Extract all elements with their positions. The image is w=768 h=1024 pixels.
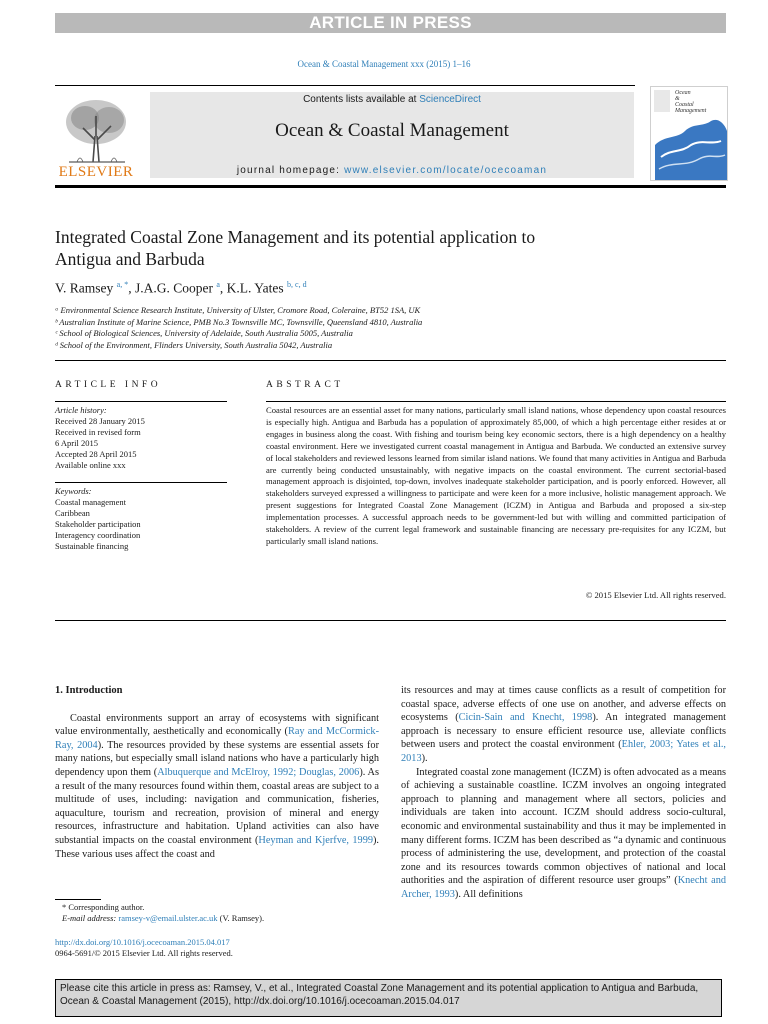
body-column-right <box>401 684 726 902</box>
cover-title-line: & <box>675 96 680 102</box>
body-text: ). All definitions <box>454 888 523 900</box>
keywords <box>55 486 230 552</box>
article-history <box>55 405 230 471</box>
body-paragraph <box>55 712 379 862</box>
footnote-divider <box>55 899 101 900</box>
author-name[interactable]: K.L. Yates <box>226 280 284 296</box>
divider <box>266 401 726 402</box>
affiliation: ᵇ Australian Institute of Marine Science, PMB No.3 Townsville MC, Townsville, Queensland 4810, Australia <box>55 316 423 327</box>
history-entry: Available online xxx <box>55 460 126 470</box>
author-name[interactable]: J.A.G. Cooper <box>134 280 213 296</box>
affiliation: ᵃ Environmental Science Research Institute, University of Ulster, Cromore Road, Coleraine, BT52 1SA, UK <box>55 305 421 315</box>
history-entry: Received in revised form <box>55 427 141 437</box>
issn-copyright: 0964-5691/© 2015 Elsevier Ltd. All rights reserved. <box>55 948 233 958</box>
body-text: Coastal environments support an array of ecosystems with significant value environmentally, aesthetically and economically ( <box>55 712 379 738</box>
history-entry: Accepted 28 April 2015 <box>55 449 137 459</box>
reference-link[interactable]: Ray and McCormick-Ray, 2004 <box>55 726 380 751</box>
email-link[interactable]: ramsey-v@email.ulster.ac.uk <box>118 913 218 923</box>
journal-citation-link[interactable]: Ocean & Coastal Management xxx (2015) 1–16 <box>297 59 471 69</box>
keyword: Caribbean <box>55 508 90 518</box>
footnote <box>62 902 382 924</box>
body-paragraph <box>401 766 726 902</box>
author-affiliation-mark[interactable]: a, * <box>116 280 129 289</box>
author-affiliation-mark[interactable]: b, c, d <box>287 280 307 289</box>
contents-prefix: Contents lists available at <box>303 94 420 105</box>
author-list: V. Ramsey $^{a, *}$, J.A.G. Cooper $^a$, K.L. Yates $^{b, c, d}$ <box>55 280 307 296</box>
journal-cover-thumbnail[interactable] <box>650 86 728 181</box>
abstract-body: Coastal resources are an essential asset for many nations, particularly small island nations, whose dependency upon coastal resources is especially high. Antigua and Barbuda has a population of approximately 85,000, of which a high percentage either resides at or engages in business along the coast. With fishing and tourism being key economic sectors, there is a high dependency on a healthy coastal environment. Here we investigated current coastal management in Antigua and Barbuda. We conducted an extensive survey of local stakeholders and reviewed lessons learned from similar island nations. We found that many activities in Antigua and Barbuda are currently being conducted unsustainably, with negative impacts on the coastal environment. The current sectorial-based management approach is disjointed, top-down, involves inadequate stakeholder participation, and is poorly enforced. However, all stakeholders surveyed expressed a willingness to participate and were keen for a more inclusive, holistic management approach. We present suggestions for Integrated Coastal Zone Management (ICZM) in Antigua and Barbuda and proposed a six-step implementation processes. A successful approach needs to be government-led but with willing and committed participation of stakeholders. A review of the current legal framework and sustainable financing are necessary pre-requisites for any ICZM, but particularly small island nations. <box>266 405 726 546</box>
abstract-copyright: © 2015 Elsevier Ltd. All rights reserved. <box>585 590 726 600</box>
cite-this-article-box <box>55 979 722 1017</box>
reference-link[interactable]: Albuquerque and McElroy, 1992; Douglas, 2006 <box>157 766 360 778</box>
article-title-line: Integrated Coastal Zone Management and its potential application to <box>55 227 536 247</box>
reference-link[interactable]: Heyman and Kjerfve, 1999 <box>258 834 373 846</box>
divider <box>55 401 227 402</box>
body-text: its resources and may at times cause conflicts as a result of competition for coastal space, adverse effects of one use on another, and adverse effects on ecosystems ( <box>401 685 726 724</box>
article-in-press-banner: ARTICLE IN PRESS <box>55 13 726 33</box>
author-affiliation-mark[interactable]: a <box>216 280 220 289</box>
homepage-prefix: journal homepage: <box>236 165 345 176</box>
doi-link[interactable]: http://dx.doi.org/10.1016/j.ocecoaman.2015.04.017 <box>55 937 230 947</box>
contents-line <box>150 94 634 105</box>
divider <box>55 85 635 86</box>
author-name[interactable]: V. Ramsey <box>55 280 114 296</box>
doi-block <box>55 937 395 959</box>
cover-title-line: Management <box>675 108 707 114</box>
article-title-line: Antigua and Barbuda <box>55 249 205 269</box>
body-column-left <box>55 684 379 861</box>
divider <box>55 482 227 483</box>
history-entry: 6 April 2015 <box>55 438 98 448</box>
email-suffix: (V. Ramsey). <box>217 913 265 923</box>
keyword: Stakeholder participation <box>55 519 141 529</box>
article-title <box>55 226 695 270</box>
journal-homepage-line <box>150 165 634 176</box>
body-paragraph <box>401 684 726 766</box>
keyword: Interagency coordination <box>55 530 141 540</box>
divider <box>55 360 726 361</box>
body-text: ). <box>421 752 428 764</box>
divider <box>55 620 726 621</box>
keyword: Sustainable financing <box>55 541 129 551</box>
history-label: Article history: <box>55 405 107 415</box>
article-info-heading: ARTICLE INFO <box>55 380 162 390</box>
journal-homepage-link[interactable]: www.elsevier.com/locate/ocecoaman <box>344 165 548 176</box>
journal-masthead <box>150 92 634 178</box>
sciencedirect-link[interactable]: ScienceDirect <box>419 94 481 105</box>
publisher-name: ELSEVIER <box>58 164 134 180</box>
body-text: ). The resources provided by these systems are essential assets for many nations, but especially small island nations who have a particularly high dependency upon them ( <box>55 739 379 778</box>
cite-line: Please cite this article in press as: Ramsey, V., et al., Integrated Coastal Zone Management and its potential application to Antigua and Barbuda, <box>60 983 699 994</box>
email-line <box>62 913 382 924</box>
history-entry: Received 28 January 2015 <box>55 416 145 426</box>
reference-link[interactable]: Knecht and Archer, 1993 <box>401 875 727 900</box>
body-text: Integrated coastal zone management (ICZM) is often advocated as a means of achieving a sustainable coastline. ICZM involves an ongoing integrated approach to planning and management where all sectors, policies and individuals are taken into account. ICZM should address socio-cultural, economic and environmental sustainability and thus it may be implemented in many different forms. ICZM has been described as “a dynamic and continuous process of administering the use, development, and protection of the coastal zone and its resources towards common objectives of national and local authorities and the aspiration of different resource user groups” ( <box>401 766 726 887</box>
corresponding-author-note: * Corresponding author. <box>62 902 145 912</box>
keyword: Coastal management <box>55 497 127 507</box>
cite-line: Ocean & Coastal Management (2015), http://dx.doi.org/10.1016/j.ocecoaman.2015.04.017 <box>60 996 460 1007</box>
cover-title-line: Coastal <box>675 102 694 108</box>
cover-title-line: Ocean <box>675 90 691 96</box>
affiliation: ᵈ School of the Environment, Flinders University, South Australia 5042, Australia <box>55 339 333 350</box>
body-text: ). These various uses affect the coast and <box>55 834 380 860</box>
email-label: E-mail address: <box>62 913 119 923</box>
section-heading: 1. Introduction <box>55 685 123 696</box>
affiliation-list <box>55 305 715 351</box>
body-text: ). An integrated management approach is necessary to ensure efficient resource use, alleviate conflicts between users and protect the coastal environment ( <box>401 712 726 751</box>
body-text: ). As a result of the many resources found within them, coastal areas are subject to a multitude of uses, including: navigation and communication, fisheries, aquaculture, tourism and recreation, provision of mineral and energy resources, infrastructure and habitation. Upland activities can also have substantial impacts on the coastal environment ( <box>55 766 379 846</box>
reference-link[interactable]: Ehler, 2003; Yates et al., 2013 <box>401 739 726 764</box>
journal-title: Ocean & Coastal Management <box>275 120 509 141</box>
abstract-heading: ABSTRACT <box>266 380 344 390</box>
masthead-divider <box>55 185 726 188</box>
cover-title <box>675 90 723 114</box>
keywords-label: Keywords: <box>55 486 92 496</box>
affiliation: ᶜ School of Biological Sciences, University of Adelaide, South Australia 5005, Australia <box>55 328 353 338</box>
reference-link[interactable]: Cicin-Sain and Knecht, 1998 <box>458 712 593 724</box>
